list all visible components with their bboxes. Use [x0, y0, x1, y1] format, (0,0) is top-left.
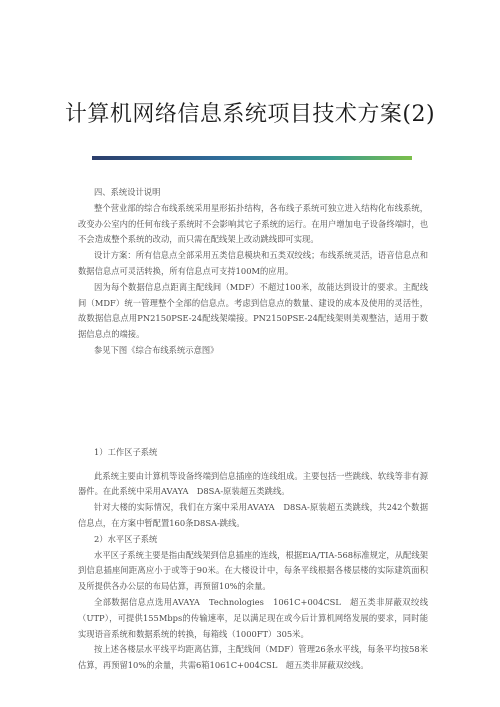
paragraph: 设计方案：所有信息点全部采用五类信息模块和五类双绞线；布线系统灵活，语音信息点和数据信息点可灵活转换，所有信息点可支持100M的应用。	[78, 250, 428, 276]
paragraph: 全部数据信息点选用AVAYA Technologies 1061C+004CSL 超五类非屏蔽双绞线（UTP），可提供155Mbps的传输速率，足以满足现在或今后计算机网络发展的要求，同时能实现语音系统和数据系统的转换，每箱线（1000FT）305米。	[78, 596, 428, 639]
figure-placeholder	[78, 359, 428, 445]
paragraph: 整个营业部的综合布线系统采用星形拓扑结构，各布线子系统可独立进入结构化布线系统，改变办公室内的任何布线子系统时不会影响其它子系统的运行。在用户增加电子设备终端时，也不会造成整个系统的改动，而只需在配线架上改动跳线即可实现。	[78, 202, 428, 245]
subsection-heading: 2）水平区子系统	[94, 533, 158, 544]
spacer	[78, 461, 428, 469]
document-body	[78, 185, 428, 674]
document-title: 计算机网络信息系统项目技术方案(2)	[64, 102, 436, 127]
subsection-heading: 1）工作区子系统	[94, 446, 158, 457]
paragraph: 参见下图《综合布线系统示意图》	[94, 344, 219, 355]
paragraph: 按上述各楼层水平线平均距离估算，主配线间（MDF）管理26条水平线，每条平均按58米估算，再预留10%的余量，共需6箱1061C+004CSL 超五类非屏蔽双绞线。	[78, 644, 428, 671]
paragraph: 针对大楼的实际情况，我们在方案中采用AVAYA D8SA-原装超五类跳线，共242个数据信息点，在方案中暂配置160条D8SA-跳线。	[78, 502, 428, 528]
paragraph: 因为每个数据信息点距离主配线间（MDF）不超过100米，故能达到设计的要求。主配线间（MDF）统一管理整个全部的信息点。考虑到信息点的数量、建设的成本及使用的灵活性，故数据信息点用PN2150PSE-24配线架端接。PN2150PSE-24配线架则美观整洁，适用于数据信息点的端接。	[78, 281, 428, 340]
title-divider	[92, 156, 412, 160]
paragraph: 水平区子系统主要是指由配线架到信息插座的连线，根据EiA/TIA-568标准规定，从配线架到信息插座间距离应小于或等于90米。在大楼设计中，每条平线根据各楼层楼的实际建筑面积及所提供各办公层的布局估算，再预留10%的余量。	[78, 549, 428, 592]
section-heading: 四、系统设计说明	[94, 187, 161, 197]
paragraph: 此系统主要由计算机等设备终端到信息插座的连线组成。主要包括一些跳线、软线等非有源器件。在此系统中采用AVAYA D8SA-原装超五类跳线。	[78, 470, 428, 497]
